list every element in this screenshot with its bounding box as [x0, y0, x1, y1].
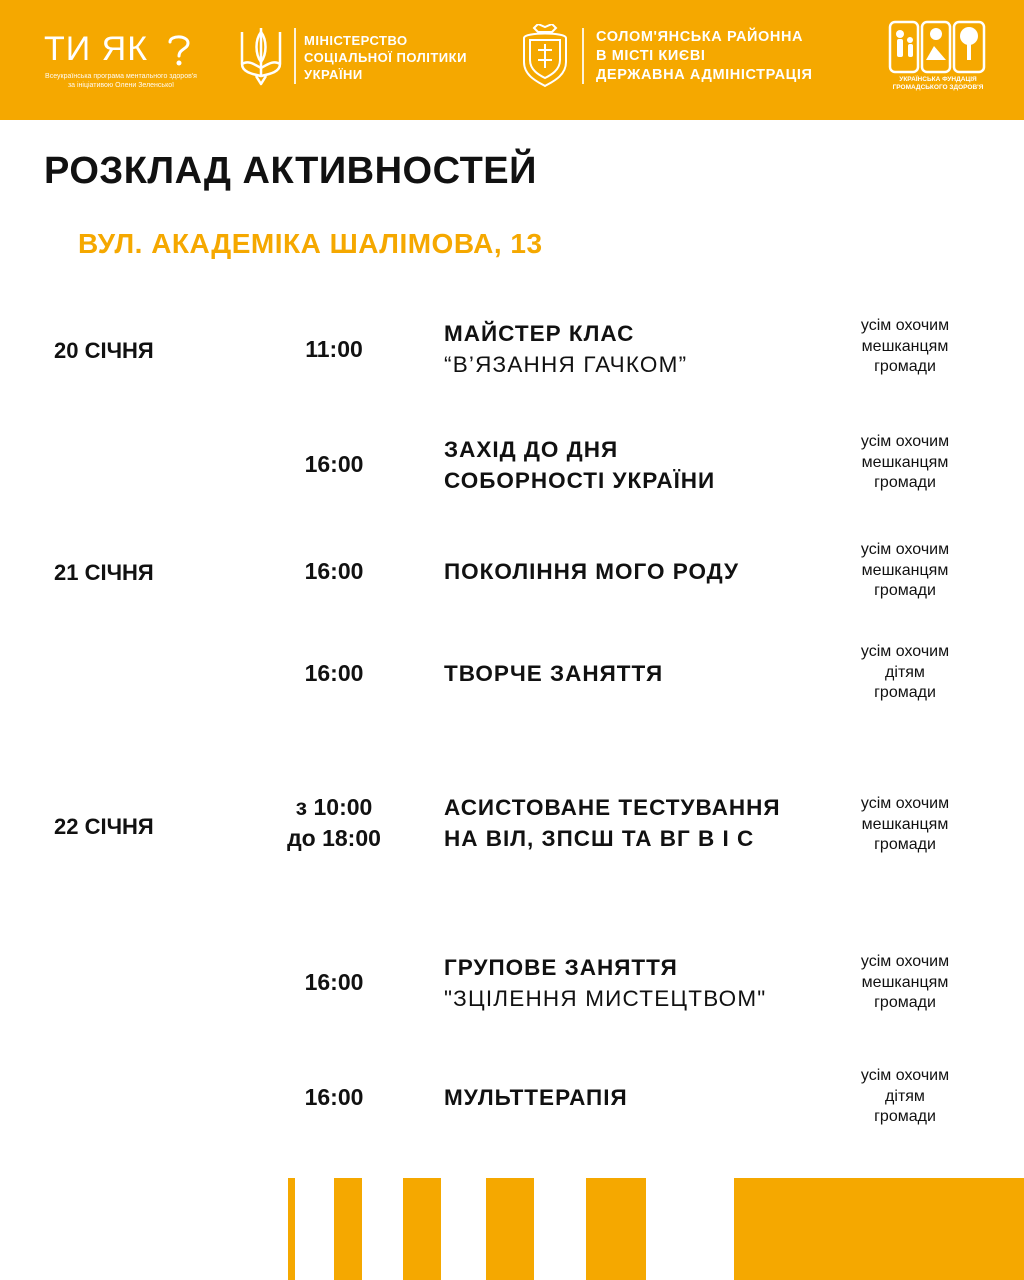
- decorative-stripe: [734, 1178, 1024, 1280]
- schedule-audience: [832, 642, 978, 704]
- district-admin-logo: [516, 24, 856, 88]
- ministry-name: [304, 32, 467, 83]
- admin-line1: СОЛОМ'ЯНСЬКА РАЙОННА: [596, 29, 804, 45]
- decorative-stripe: [288, 1178, 295, 1280]
- schedule-event-line2: СОБОРНОСТІ УКРАЇНИ: [444, 468, 716, 493]
- divider: [582, 28, 584, 84]
- schedule-time: [270, 967, 398, 998]
- audience-line3: громади: [874, 836, 936, 853]
- schedule-audience: [832, 316, 978, 378]
- schedule-time: [270, 449, 398, 480]
- audience-line2: мешканцям: [861, 337, 949, 355]
- schedule-event-line1: МУЛЬТТЕРАПІЯ: [444, 1085, 628, 1110]
- schedule-time-start: 16:00: [304, 1084, 364, 1110]
- schedule-time-start: з 10:00: [295, 794, 373, 820]
- schedule-time: [270, 334, 398, 365]
- tyyak-subtitle: [26, 72, 216, 90]
- decorative-stripe: [586, 1178, 646, 1280]
- schedule-time: [270, 792, 398, 854]
- schedule-event-line1: ЗАХІД ДО ДНЯ: [444, 437, 619, 462]
- schedule-audience: [832, 1066, 978, 1128]
- schedule-event-line1: АСИСТОВАНЕ ТЕСТУВАННЯ: [444, 795, 781, 820]
- audience-line1: усім охочим: [860, 795, 950, 812]
- audience-line3: громади: [874, 582, 936, 599]
- audience-line2: дітям: [885, 1087, 925, 1105]
- tyyak-subtitle-line2: за ініціативою Олени Зеленської: [67, 82, 175, 89]
- ministry-line3: УКРАЇНИ: [304, 67, 363, 82]
- schedule-time-start: 16:00: [304, 660, 364, 686]
- question-mark-icon: [166, 32, 192, 68]
- audience-line1: усім охочим: [860, 541, 950, 558]
- audience-line1: усім охочим: [860, 433, 950, 450]
- header-banner: [0, 0, 1024, 120]
- schedule-event-line2: “В’ЯЗАННЯ ГАЧКОМ”: [444, 352, 688, 377]
- audience-line2: мешканцям: [861, 453, 949, 471]
- audience-line1: усім охочим: [860, 953, 950, 970]
- schedule-event-line2: НА ВІЛ, ЗПСШ ТА ВГ В І С: [444, 826, 755, 851]
- schedule-date: 21 СІЧНЯ: [54, 560, 154, 585]
- admin-line2: В МІСТІ КИЄВІ: [596, 48, 706, 64]
- schedule-audience: [832, 952, 978, 1014]
- schedule-time-start: 16:00: [304, 558, 364, 584]
- audience-line3: громади: [874, 1108, 936, 1125]
- tyyak-subtitle-line1: Всеукраїнська програма ментального здоров'я: [45, 73, 197, 80]
- audience-line3: громади: [874, 684, 936, 701]
- page-title: РОЗКЛАД АКТИВНОСТЕЙ: [44, 150, 537, 192]
- audience-line2: мешканцям: [861, 815, 949, 833]
- fund-line1: УКРАЇНСЬКА ФУНДАЦІЯ: [899, 76, 977, 83]
- schedule-event-line2: "ЗЦІЛЕННЯ МИСТЕЦТВОМ": [444, 986, 767, 1011]
- schedule-event-line1: МАЙСТЕР КЛАС: [444, 321, 635, 346]
- schedule-event-line1: ТВОРЧЕ ЗАНЯТТЯ: [444, 661, 664, 686]
- district-seal-icon: [516, 24, 574, 88]
- fund-figures-icon: [888, 20, 988, 74]
- audience-line2: дітям: [885, 663, 925, 681]
- schedule-time: [270, 658, 398, 689]
- schedule-event: [444, 556, 834, 587]
- health-fund-logo: [888, 20, 988, 106]
- schedule-event-line1: ГРУПОВЕ ЗАНЯТТЯ: [444, 955, 678, 980]
- schedule-date: 22 СІЧНЯ: [54, 814, 154, 839]
- audience-line3: громади: [874, 358, 936, 375]
- ministry-logo: [236, 24, 496, 88]
- divider: [294, 28, 296, 84]
- trident-icon: [236, 24, 286, 88]
- decorative-stripe: [403, 1178, 441, 1280]
- fund-name: [888, 76, 988, 92]
- schedule-audience: [832, 540, 978, 602]
- schedule-time-start: 16:00: [304, 451, 364, 477]
- ministry-line2: СОЦІАЛЬНОЇ ПОЛІТИКИ: [304, 50, 467, 65]
- audience-line1: усім охочим: [860, 1067, 950, 1084]
- schedule-event-line1: ПОКОЛІННЯ МОГО РОДУ: [444, 559, 739, 584]
- schedule-event: [444, 792, 834, 854]
- audience-line1: усім охочим: [860, 317, 950, 334]
- schedule-event: [444, 952, 834, 1014]
- audience-line3: громади: [874, 474, 936, 491]
- ministry-line1: МІНІСТЕРСТВО: [304, 33, 408, 48]
- schedule-time: [270, 1082, 398, 1113]
- schedule-date: 20 СІЧНЯ: [54, 338, 154, 363]
- schedule-time-start: 11:00: [305, 336, 363, 362]
- tyyak-title: ТИ ЯК: [44, 30, 149, 68]
- audience-line2: мешканцям: [861, 973, 949, 991]
- district-admin-name: [596, 28, 813, 85]
- schedule-time-start: 16:00: [304, 969, 364, 995]
- audience-line3: громади: [874, 994, 936, 1011]
- tyyak-logo: [26, 26, 216, 96]
- schedule-audience: [832, 432, 978, 494]
- schedule-event: [444, 318, 834, 380]
- audience-line2: мешканцям: [861, 561, 949, 579]
- fund-line2: ГРОМАДСЬКОГО ЗДОРОВ'Я: [892, 84, 984, 91]
- schedule-time-end: до 18:00: [287, 825, 381, 851]
- schedule-event: [444, 434, 834, 496]
- schedule-time: [270, 556, 398, 587]
- admin-line3: ДЕРЖАВНА АДМІНІСТРАЦІЯ: [596, 67, 813, 83]
- address: ВУЛ. АКАДЕМІКА ШАЛІМОВА, 13: [78, 228, 543, 259]
- schedule-event: [444, 1082, 834, 1113]
- decorative-stripe: [334, 1178, 362, 1280]
- audience-line1: усім охочим: [860, 643, 950, 660]
- schedule-audience: [832, 794, 978, 856]
- decorative-stripe: [486, 1178, 534, 1280]
- schedule-event: [444, 658, 834, 689]
